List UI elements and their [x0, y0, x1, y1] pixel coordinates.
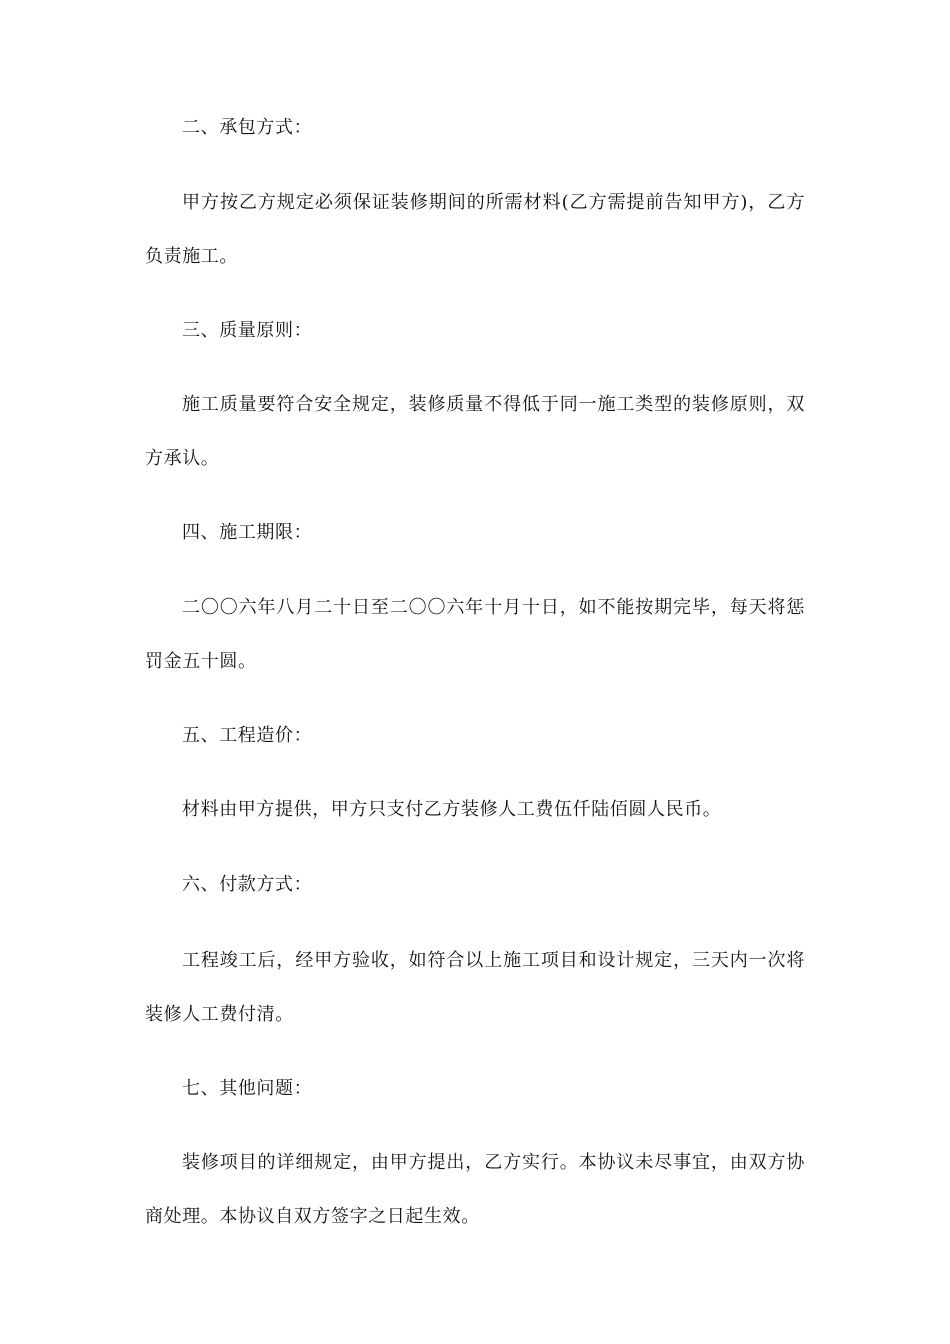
section-body-payment-method: 工程竣工后，经甲方验收，如符合以上施工项目和设计规定，三天内一次将装修人工费付清。: [145, 950, 805, 1025]
section-heading-contract-method: 二、承包方式：: [182, 117, 313, 138]
section-heading-other-issues: 七、其他问题：: [182, 1078, 313, 1099]
section-body-contract-method: 甲方按乙方规定必须保证装修期间的所需材料(乙方需提前告知甲方)，乙方负责施工。: [145, 192, 805, 267]
section-heading-construction-period: 四、施工期限：: [182, 522, 313, 543]
section-body-quality-principle: 施工质量要符合安全规定，装修质量不得低于同一施工类型的装修原则，双方承认。: [145, 394, 805, 469]
section-heading-quality-principle: 三、质量原则：: [182, 320, 313, 341]
section-body-construction-period: 二〇〇六年八月二十日至二〇〇六年十月十日，如不能按期完毕，每天将惩罚金五十圆。: [145, 597, 805, 672]
section-heading-project-cost: 五、工程造价：: [182, 725, 313, 746]
section-heading-payment-method: 六、付款方式：: [182, 874, 313, 895]
section-body-project-cost: 材料由甲方提供，甲方只支付乙方装修人工费伍仟陆佰圆人民币。: [182, 799, 722, 820]
section-body-other-issues: 装修项目的详细规定，由甲方提出，乙方实行。本协议未尽事宜，由双方协商处理。本协议自双方签字之日起生效。: [145, 1152, 805, 1227]
